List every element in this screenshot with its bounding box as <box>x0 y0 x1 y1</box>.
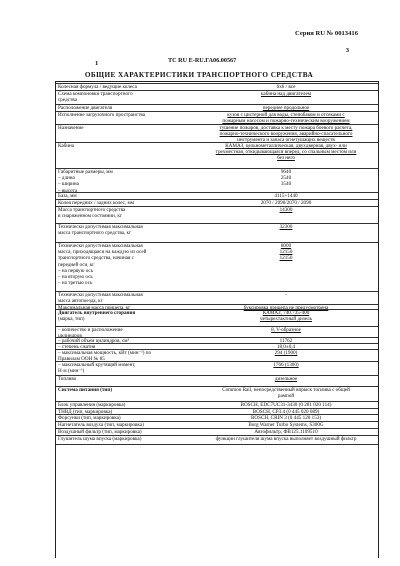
label-line: Нагнетатель воздуха (тип, маркировка) <box>58 422 144 428</box>
label-line: Максимальная масса прицепа, кг <box>58 305 131 311</box>
value-line: дизельное <box>274 376 298 382</box>
row-value <box>196 224 376 230</box>
value-line: пожарно-технического вооружения, аварийно-спасательного <box>219 131 353 138</box>
label-line: – максимальный крутящий момент, <box>58 362 136 368</box>
label-line: – ширина <box>58 181 79 188</box>
value-line: 1766 (1300) <box>273 362 299 368</box>
row-label <box>58 169 193 194</box>
label-line: Глушитель шума впуска (маркировка) <box>58 436 142 442</box>
row-value <box>196 112 376 124</box>
row-divider <box>56 444 378 445</box>
label-line: Правилам ООН № 85 <box>58 356 105 363</box>
row-label <box>58 292 193 304</box>
label-line: Исполнение загрузочного пространства <box>58 112 145 118</box>
value-line: 14300 <box>279 207 293 213</box>
label-line: База, мм <box>58 193 77 199</box>
value-line: 8000 <box>280 243 292 249</box>
value-line: Borg Warner Turbo Systems, S300G <box>248 422 324 428</box>
value-line: 3540 <box>280 181 292 188</box>
label-line: Система питания (тип) <box>58 387 113 393</box>
label-line: масса автопоезда, кг <box>58 298 103 305</box>
label-line: Габаритные размеры, мм <box>58 169 113 175</box>
row-value <box>196 91 376 97</box>
label-line: Схема компоновки транспортного <box>58 91 133 97</box>
value-line: BOSCH, CRIN 3 (0 445 120 153) <box>250 415 322 421</box>
label-line: Форсунки (тип, маркировка) <box>58 415 121 421</box>
row-value <box>196 125 376 144</box>
label-line: Колесная формула / ведущие колеса <box>58 84 137 90</box>
label-line: – длина <box>58 175 75 182</box>
row-label <box>58 387 193 393</box>
value-line: инструмента и запаса огнетушащих веществ <box>237 137 335 144</box>
label-line: средства <box>58 97 77 104</box>
label-line: – максимальная мощность, кВт (мин⁻¹) по <box>58 350 152 356</box>
page-number-left: 1 <box>95 60 99 67</box>
row-label <box>58 207 193 219</box>
value-line: рампой <box>277 393 295 400</box>
value-line: функции глушителя шума впуска выполняет воздушный фильтр <box>215 436 357 442</box>
row-value <box>196 207 376 213</box>
row-value <box>196 143 376 162</box>
value-line: 11762 <box>279 338 293 344</box>
page-number-right: 3 <box>345 47 349 54</box>
value-line: 12150 <box>279 249 293 256</box>
label-line: – на третью ось <box>58 280 93 287</box>
value-line: трехместная, откидывающаяся вперед, со спальным местом или <box>215 149 357 156</box>
label-line: передней оси, кг <box>58 261 95 268</box>
row-label <box>58 143 193 149</box>
label-line: Масса транспортного средства <box>58 207 126 213</box>
label-line: масса транспортного средства, кг <box>58 230 132 237</box>
label-line: Кабина <box>58 143 75 149</box>
value-line: без него <box>277 155 295 162</box>
value-line: тушение пожаров, доставка к месту пожара боевого расчета, <box>219 125 353 131</box>
row-label <box>58 310 193 322</box>
value-line: 2070 / 2090/2070 / 2090 <box>260 200 312 206</box>
row-label <box>58 243 193 286</box>
value-line: четырехтактный дизель <box>260 316 312 323</box>
value-line: 12150 <box>279 255 293 262</box>
label-line: цилиндров <box>58 333 82 340</box>
label-line: Блок управления (маркировка) <box>58 402 126 408</box>
serie-number: Серия RU № 0013416 <box>295 30 358 37</box>
label-line: транспортного средства, начиная с <box>58 255 134 262</box>
value-line: Автофильтр, ФВ125.1109510 <box>254 429 318 435</box>
page-title: ОБЩИЕ ХАРАКТЕРИСТИКИ ТРАНСПОРТНОГО СРЕДСТВА <box>84 71 314 79</box>
value-line: 18,0±0,4 <box>276 344 296 350</box>
label-line: Технически допустимая максимальная <box>58 243 143 249</box>
row-value <box>196 362 376 368</box>
row-label <box>58 436 193 442</box>
label-line: Н·м (мин⁻¹) <box>58 368 85 375</box>
label-line: – рабочий объем цилиндров, см³ <box>58 338 130 344</box>
label-line: в снаряженном состоянии, кг <box>58 213 122 220</box>
value-line: переднее продольное <box>262 105 310 111</box>
row-value <box>196 387 376 399</box>
row-value <box>196 169 376 188</box>
row-label <box>58 376 193 382</box>
label-line: масса, приходящаяся на каждую из осей <box>58 249 147 256</box>
value-line: 9640 <box>280 169 292 175</box>
value-line: BOSCH, CP3.4 (0 445 020 089) <box>252 409 320 415</box>
certificate-number: TC RU E-RU.ГА06.00567 <box>168 57 237 64</box>
value-line: - <box>285 292 287 298</box>
value-line: 2540 <box>280 175 292 182</box>
label-line: Двигатель внутреннего сгорания <box>58 310 136 316</box>
characteristics-table <box>55 81 379 558</box>
row-label <box>58 125 193 131</box>
label-line: – на вторую ось <box>58 274 93 281</box>
value-line: BOSCH, EDC7UC31-3430 (0 281 020 114) <box>240 402 332 408</box>
label-line: – степень сжатия <box>58 344 96 350</box>
row-value <box>196 327 376 333</box>
label-line: Технически допустимая максимальная <box>58 224 143 230</box>
row-label <box>58 362 193 374</box>
label-line: Воздушный фильтр (тип, маркировка) <box>58 429 142 435</box>
label-line: ТНВД (тип, маркировка) <box>58 409 113 415</box>
value-line: КАМАЗ, 740.735-400 <box>262 310 310 316</box>
row-value <box>196 350 376 356</box>
value-line: 8, V-образное <box>271 327 301 333</box>
label-line: Технически допустимая максимальная <box>58 292 143 298</box>
row-value <box>196 436 376 442</box>
row-value <box>196 243 376 262</box>
row-label <box>58 224 193 236</box>
label-line: Расположение двигателя <box>58 105 113 111</box>
value-line: 6х6 / все <box>276 84 296 90</box>
value-line: кабина над двигателем <box>261 91 311 97</box>
label-line: Колея передних / задних колес, мм <box>58 200 135 206</box>
value-line: 32300 <box>279 224 293 230</box>
label-line: – на первую ось <box>58 267 94 274</box>
row-value <box>196 376 376 382</box>
value-line: Common Rail, непосредственный впрыск топлива с общей <box>222 387 350 393</box>
value-line: пожарным насосом и пожарно-техническим вооружением <box>222 118 350 125</box>
label-line: – количество и расположение <box>58 327 123 333</box>
label-line: Назначение <box>58 125 84 131</box>
row-value <box>196 292 376 298</box>
label-line: – высота <box>58 187 78 194</box>
value-line: буксировка прицепа не предусмотрена <box>243 305 329 311</box>
value-line: КАМАЗ, цельнометаллическая, двухдверная, двух- или <box>225 143 347 149</box>
value-line: кузов с цистерной для воды, степобаком и отсеками с <box>227 112 345 118</box>
value-line: 4115+1440 <box>274 193 298 199</box>
row-value <box>196 310 376 322</box>
row-label <box>58 112 193 118</box>
row-label <box>58 91 193 103</box>
label-line: (марка, тип) <box>58 316 85 323</box>
value-line: 294 (1900) <box>274 350 298 356</box>
label-line: Топливо <box>58 376 77 382</box>
